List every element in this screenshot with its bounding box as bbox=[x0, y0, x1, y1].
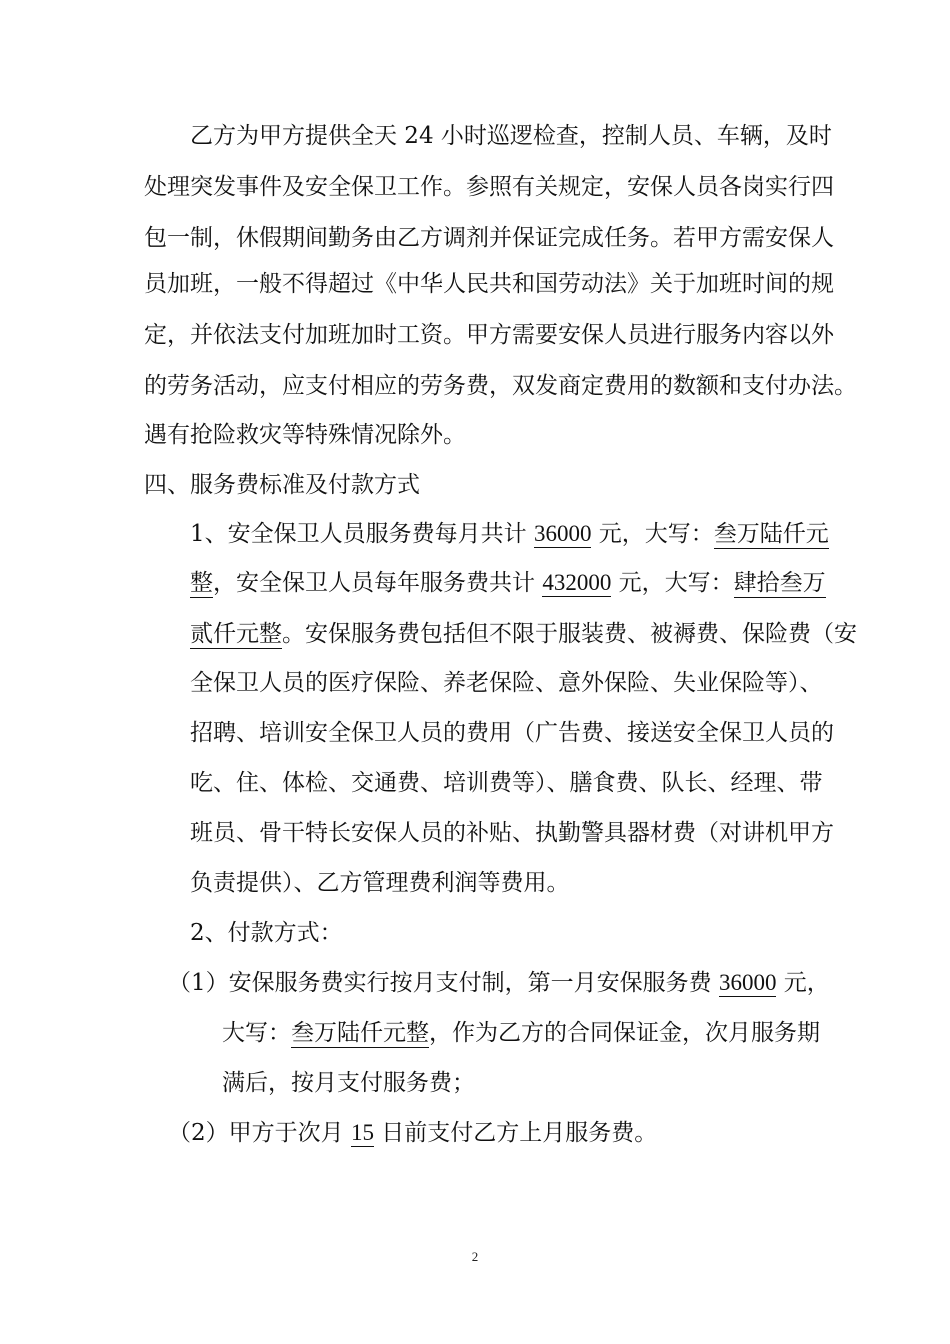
page-number: 2 bbox=[471, 1249, 479, 1264]
item2-sub2-text-a: （2）甲方于次月 bbox=[168, 1120, 351, 1146]
section-heading-4: 四、服务费标准及付款方式 bbox=[144, 472, 420, 498]
para1-line-1: 乙方为甲方提供全天 24 小时巡逻检查，控制人员、车辆，及时 bbox=[190, 123, 832, 149]
item1-line-3 bbox=[190, 619, 857, 649]
payment-day: 15 bbox=[350, 1120, 374, 1145]
para1-line-6: 的劳务活动，应支付相应的劳务费，双发商定费用的数额和支付办法。 bbox=[144, 373, 857, 399]
monthly-fee-capital-end: 整 bbox=[190, 570, 213, 596]
monthly-fee-amount: 36000 bbox=[533, 521, 592, 546]
item1-text-c: ，安全保卫人员每年服务费共计 bbox=[213, 570, 543, 596]
annual-fee-capital: 肆拾叁万 bbox=[733, 570, 826, 596]
item2-sub1-text-d: ，作为乙方的合同保证金，次月服务期 bbox=[429, 1020, 820, 1046]
item2-sub1-line-1 bbox=[168, 968, 830, 998]
item2-title: 2、付款方式： bbox=[190, 920, 343, 946]
para1-line-7: 遇有抢险救灾等特殊情况除外。 bbox=[144, 422, 466, 448]
para1-line-4: 员加班，一般不得超过《中华人民共和国劳动法》关于加班时间的规 bbox=[144, 271, 834, 297]
item1-text-b: 元，大写： bbox=[591, 521, 714, 547]
item1-text-d: 元，大写： bbox=[611, 570, 734, 596]
para1-line-5: 定，并依法支付加班加时工资。甲方需要安保人员进行服务内容以外 bbox=[144, 322, 834, 348]
item1-line-8: 负责提供）、乙方管理费利润等费用。 bbox=[190, 870, 570, 896]
item2-sub1-text-b: 元， bbox=[776, 970, 830, 996]
item1-line-2 bbox=[190, 568, 826, 598]
item1-text-a: 1、安全保卫人员服务费每月共计 bbox=[190, 521, 534, 547]
first-month-fee-amount: 36000 bbox=[718, 970, 777, 995]
item1-text-e: 。安保服务费包括但不限于服装费、被褥费、保险费（安 bbox=[282, 621, 857, 647]
item2-sub2-text-b: 日前支付乙方上月服务费。 bbox=[373, 1120, 658, 1146]
item2-sub1-text-a: （1）安保服务费实行按月支付制，第一月安保服务费 bbox=[168, 970, 719, 996]
first-month-fee-capital: 叁万陆仟元整 bbox=[291, 1020, 429, 1046]
annual-fee-amount: 432000 bbox=[542, 570, 612, 595]
annual-fee-capital-end: 贰仟元整 bbox=[190, 621, 282, 647]
item2-sub1-text-c: 大写： bbox=[222, 1020, 291, 1046]
item1-line-5: 招聘、培训安全保卫人员的费用（广告费、接送安全保卫人员的 bbox=[190, 720, 834, 746]
para1-line-3: 包一制，休假期间勤务由乙方调剂并保证完成任务。若甲方需安保人 bbox=[144, 225, 834, 251]
item2-sub1-line-3: 满后，按月支付服务费； bbox=[222, 1070, 475, 1096]
monthly-fee-capital: 叁万陆仟元 bbox=[713, 521, 829, 547]
item2-sub1-line-2 bbox=[222, 1018, 820, 1048]
para1-line-2: 处理突发事件及安全保卫工作。参照有关规定，安保人员各岗实行四 bbox=[144, 174, 834, 200]
item1-line-4: 全保卫人员的医疗保险、养老保险、意外保险、失业保险等）、 bbox=[190, 670, 823, 696]
item1-line-6: 吃、住、体检、交通费、培训费等）、膳食费、队长、经理、带 bbox=[190, 770, 823, 796]
item1-line-7: 班员、骨干特长安保人员的补贴、执勤警具器材费（对讲机甲方 bbox=[190, 820, 834, 846]
item1-line-1 bbox=[190, 519, 829, 549]
item2-sub2-line-1 bbox=[168, 1118, 657, 1148]
